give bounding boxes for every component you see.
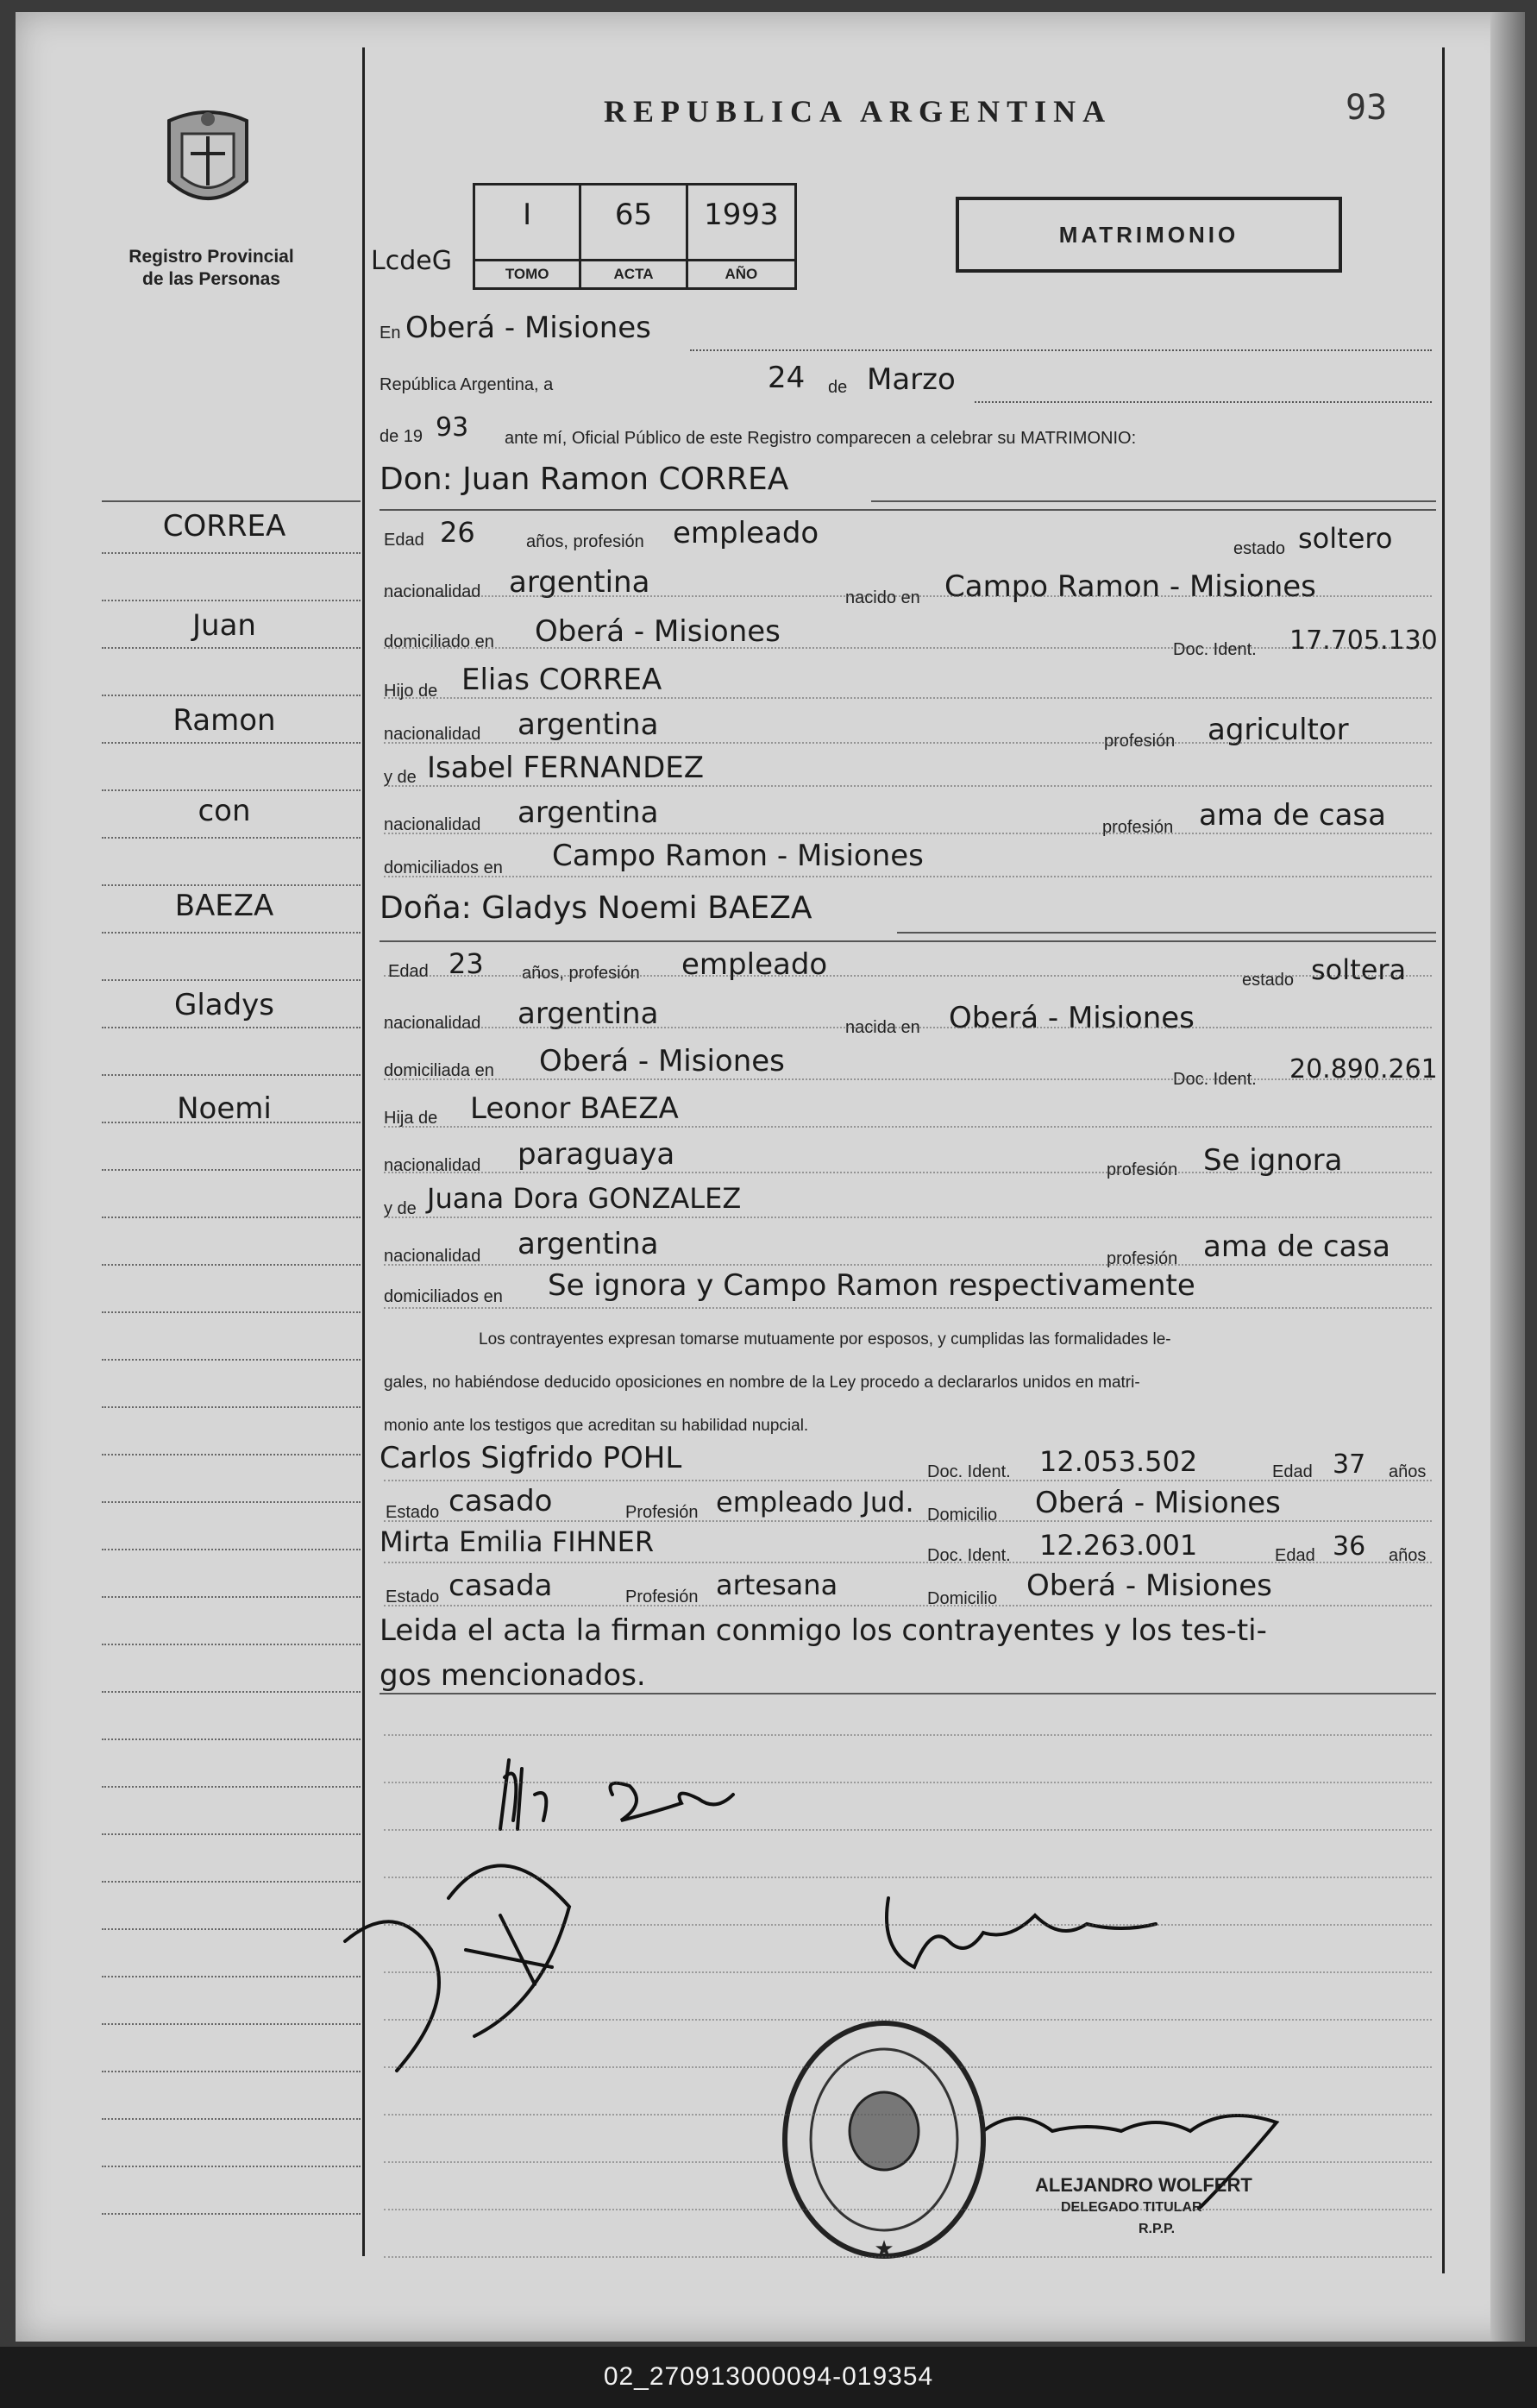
margin-ruled-line bbox=[102, 1074, 361, 1076]
blank-ruled-line bbox=[384, 2209, 1432, 2210]
nacionalidad-label: nacionalidad bbox=[384, 815, 481, 834]
margin-ruled-line bbox=[102, 789, 361, 791]
witness1-name: Carlos Sigfrido POHL bbox=[380, 1441, 682, 1475]
blank-ruled-line bbox=[384, 2161, 1432, 2163]
blank-ruled-line bbox=[384, 1782, 1432, 1783]
groom-age: 26 bbox=[440, 516, 475, 549]
margin-name: con bbox=[198, 794, 251, 828]
groom-signature bbox=[500, 1760, 546, 1829]
form-fill-line bbox=[384, 1264, 1432, 1266]
margin-ruled-line bbox=[102, 1217, 361, 1218]
margin-ruled-line bbox=[102, 932, 361, 934]
official-seal-icon bbox=[785, 2023, 983, 2261]
groom-nationality: argentina bbox=[509, 565, 650, 600]
bride-father-profession: Se ignora bbox=[1203, 1143, 1343, 1178]
registration-table bbox=[473, 183, 797, 290]
official-abbr: R.P.P. bbox=[1139, 2222, 1176, 2236]
nacido-label: nacido en bbox=[845, 588, 920, 607]
margin-name: BAEZA bbox=[174, 889, 274, 923]
bride-age: 23 bbox=[449, 947, 484, 980]
blank-ruled-line bbox=[384, 1829, 1432, 1831]
ano-value: 1993 bbox=[704, 198, 779, 232]
registry-name-line2: de las Personas bbox=[142, 269, 280, 289]
groom-father-profession: agricultor bbox=[1208, 713, 1349, 747]
bride-profession: empleado bbox=[681, 947, 828, 982]
margin-ruled-line bbox=[102, 1833, 361, 1835]
margin-ruled-line bbox=[102, 1881, 361, 1883]
profesion-label: Profesión bbox=[625, 1503, 699, 1522]
doc-label: Doc. Ident. bbox=[927, 1462, 1011, 1481]
form-fill-line bbox=[384, 975, 1432, 977]
bride-mother: Juana Dora GONZALEZ bbox=[427, 1182, 742, 1215]
closing-line1: Leida el acta la firman conmigo los contrayentes y los tes-ti- bbox=[380, 1613, 1267, 1648]
place: Oberá - Misiones bbox=[405, 311, 651, 345]
page-edge-shadow bbox=[1490, 12, 1525, 2342]
margin-name: Ramon bbox=[173, 703, 276, 738]
closing-rule bbox=[380, 1693, 1436, 1694]
anos-profesion-label: años, profesión bbox=[526, 532, 644, 551]
form-fill-line bbox=[384, 1480, 1432, 1481]
witness2-name: Mirta Emilia FIHNER bbox=[380, 1525, 655, 1558]
margin-ruled-line bbox=[102, 2166, 361, 2167]
nacionalidad-label: nacionalidad bbox=[384, 582, 481, 601]
estado-label: estado bbox=[1233, 539, 1286, 558]
footer-caption: 02_270913000094-019354 bbox=[603, 2362, 934, 2391]
form-fill-line bbox=[384, 697, 1432, 699]
bride-marital-status: soltera bbox=[1311, 953, 1407, 986]
margin-ruled-line bbox=[102, 1454, 361, 1455]
margin-ruled-line bbox=[102, 1549, 361, 1550]
margin-ruled-line bbox=[102, 1644, 361, 1645]
domiciliado-label: domiciliado en bbox=[384, 632, 494, 651]
groom-mother: Isabel FERNANDEZ bbox=[427, 751, 705, 785]
form-fill-line bbox=[384, 742, 1432, 744]
provincial-emblem-icon bbox=[160, 104, 255, 216]
margin-name: Juan bbox=[192, 608, 256, 643]
country-title: REPUBLICA ARGENTINA bbox=[604, 94, 1113, 129]
form-fill-line bbox=[384, 1307, 1432, 1309]
bride-nationality: argentina bbox=[518, 997, 659, 1031]
domicilio-label: Domicilio bbox=[927, 1506, 998, 1525]
groom-rule bbox=[380, 509, 1436, 511]
margin-ruled-line bbox=[102, 1928, 361, 1930]
declaration-line2: gales, no habiéndose deducido oposiciones en nombre de la Ley procedo a declararlos unidos en matri- bbox=[384, 1374, 1140, 1392]
groom-doc: 17.705.130 bbox=[1289, 626, 1438, 656]
nacionalidad-label: nacionalidad bbox=[384, 725, 481, 744]
groom-name: Don: Juan Ramon CORREA bbox=[380, 462, 789, 497]
margin-ruled-line bbox=[102, 2118, 361, 2120]
margin-ruled-line bbox=[102, 1976, 361, 1977]
form-fill-line bbox=[384, 1562, 1432, 1563]
form-fill-line bbox=[384, 595, 1432, 597]
form-fill-line bbox=[384, 876, 1432, 877]
nacionalidad-label: nacionalidad bbox=[384, 1014, 481, 1033]
groom-father: Elias CORREA bbox=[461, 663, 662, 697]
domiciliados-label: domiciliados en bbox=[384, 1287, 503, 1306]
witness2-domicile: Oberá - Misiones bbox=[1026, 1569, 1272, 1603]
margin-ruled-line bbox=[102, 1122, 361, 1123]
signatures-area bbox=[328, 1726, 1449, 2329]
margin-ruled-line bbox=[102, 695, 361, 696]
hija-label: Hija de bbox=[384, 1109, 438, 1128]
bride-doc: 20.890.261 bbox=[1289, 1054, 1438, 1085]
official-title: DELEGADO TITULAR bbox=[1061, 2200, 1202, 2215]
margin-ruled-line bbox=[102, 2071, 361, 2072]
groom-marital-status: soltero bbox=[1298, 522, 1393, 555]
doc-label: Doc. Ident. bbox=[927, 1546, 1011, 1565]
registry-name bbox=[104, 246, 319, 291]
intro-statement: ante mí, Oficial Público de este Registro comparecen a celebrar su MATRIMONIO: bbox=[505, 429, 1137, 448]
margin-ruled-line bbox=[102, 647, 361, 649]
form-fill-line bbox=[384, 1126, 1432, 1128]
witness1-status: casado bbox=[449, 1484, 553, 1518]
ano-cell bbox=[688, 185, 794, 287]
act-type-box bbox=[956, 197, 1342, 273]
doc-label: Doc. Ident. bbox=[1173, 1070, 1257, 1089]
margin-ruled-line bbox=[102, 1264, 361, 1266]
bride-domicile: Oberá - Misiones bbox=[539, 1044, 785, 1078]
profesion-label: profesión bbox=[1107, 1249, 1178, 1268]
margin-ruled-line bbox=[102, 1359, 361, 1361]
bride-birthplace: Oberá - Misiones bbox=[949, 1001, 1195, 1035]
profesion-label: profesión bbox=[1102, 818, 1174, 837]
groom-birthplace: Campo Ramon - Misiones bbox=[944, 569, 1316, 604]
margin-ruled-line bbox=[102, 1738, 361, 1740]
tomo-cell bbox=[475, 185, 581, 287]
margin-ruled-line bbox=[102, 1311, 361, 1313]
form-fill-line bbox=[384, 647, 1432, 649]
bride-name: Doña: Gladys Noemi BAEZA bbox=[380, 890, 812, 926]
blank-ruled-line bbox=[384, 1971, 1432, 1973]
witness1-signature bbox=[345, 1865, 569, 2071]
anos-profesion-label: años, profesión bbox=[522, 964, 640, 983]
form-fill-line bbox=[384, 1027, 1432, 1028]
year-prefix: de 19 bbox=[380, 427, 423, 446]
margin-ruled-line bbox=[102, 1691, 361, 1693]
acta-label: ACTA bbox=[581, 259, 685, 287]
bride-parents-domicile: Se ignora y Campo Ramon respectivamente bbox=[548, 1268, 1195, 1303]
closing-line2: gos mencionados. bbox=[380, 1658, 646, 1693]
groom-mother-nationality: argentina bbox=[518, 795, 659, 830]
profesion-label: profesión bbox=[1107, 1160, 1178, 1179]
acta-cell bbox=[581, 185, 687, 287]
domicilio-label: Domicilio bbox=[927, 1589, 998, 1608]
margin-ruled-line bbox=[102, 552, 361, 554]
blank-ruled-line bbox=[384, 1877, 1432, 1878]
tomo-label: TOMO bbox=[475, 259, 579, 287]
place-line bbox=[690, 349, 1432, 351]
witness2-age: 36 bbox=[1333, 1531, 1366, 1562]
margin-ruled-line bbox=[102, 979, 361, 981]
profesion-label: profesión bbox=[1104, 732, 1176, 751]
registry-code: LcdeG bbox=[371, 246, 452, 276]
estado-label: Estado bbox=[386, 1588, 440, 1606]
registry-name-line1: Registro Provincial bbox=[129, 247, 294, 267]
blank-ruled-line bbox=[384, 1924, 1432, 1926]
profesion-label: Profesión bbox=[625, 1588, 699, 1606]
edad-label: Edad bbox=[1275, 1546, 1315, 1565]
form-fill-line bbox=[384, 1605, 1432, 1606]
witness2-doc: 12.263.001 bbox=[1039, 1529, 1198, 1562]
domiciliados-label: domiciliados en bbox=[384, 858, 503, 877]
margin-top-rule bbox=[102, 500, 361, 502]
witness2-status: casada bbox=[449, 1569, 553, 1603]
form-fill-line bbox=[384, 1217, 1432, 1218]
margin-ruled-line bbox=[102, 1596, 361, 1598]
form-fill-line bbox=[384, 1078, 1432, 1080]
blank-ruled-line bbox=[384, 2256, 1432, 2258]
hijo-label: Hijo de bbox=[384, 682, 438, 701]
witness1-doc: 12.053.502 bbox=[1039, 1445, 1198, 1478]
bride-rule bbox=[380, 940, 1436, 942]
domiciliada-label: domiciliada en bbox=[384, 1061, 494, 1080]
margin-ruled-line bbox=[102, 742, 361, 744]
edad-label: Edad bbox=[388, 962, 429, 981]
margin-ruled-line bbox=[102, 837, 361, 839]
witness1-profession: empleado Jud. bbox=[716, 1486, 914, 1518]
official-name: ALEJANDRO WOLFERT bbox=[1035, 2174, 1252, 2196]
acta-value: 65 bbox=[614, 198, 653, 232]
blank-ruled-line bbox=[384, 1734, 1432, 1736]
month-line bbox=[975, 401, 1432, 403]
blank-ruled-line bbox=[384, 2019, 1432, 2021]
margin-name: Gladys bbox=[173, 988, 275, 1022]
margin-ruled-line bbox=[102, 1027, 361, 1028]
declaration-line1: Los contrayentes expresan tomarse mutuamente por esposos, y cumplidas las formalidades le- bbox=[479, 1330, 1171, 1349]
margin-ruled-line bbox=[102, 1406, 361, 1408]
margin-ruled-line bbox=[102, 600, 361, 601]
edad-label: Edad bbox=[384, 531, 424, 550]
nacionalidad-label: nacionalidad bbox=[384, 1247, 481, 1266]
margin-ruled-line bbox=[102, 1501, 361, 1503]
margin-ruled-line bbox=[102, 1786, 361, 1788]
ano-label: AÑO bbox=[688, 259, 794, 287]
form-fill-line bbox=[384, 1520, 1432, 1522]
groom-mother-profession: ama de casa bbox=[1199, 798, 1386, 833]
margin-ruled-line bbox=[102, 884, 361, 886]
groom-profession: empleado bbox=[673, 516, 819, 550]
bride-mother-profession: ama de casa bbox=[1203, 1229, 1390, 1264]
witness2-profession: artesana bbox=[716, 1569, 838, 1601]
blank-ruled-line bbox=[384, 2114, 1432, 2116]
estado-label: estado bbox=[1242, 971, 1295, 990]
margin-ruled-line bbox=[102, 2023, 361, 2025]
witness1-age: 37 bbox=[1333, 1449, 1366, 1480]
edad-label: Edad bbox=[1272, 1462, 1313, 1481]
month: Marzo bbox=[867, 362, 956, 397]
margin-name: CORREA bbox=[162, 509, 286, 544]
page-number: 93 bbox=[1346, 88, 1388, 128]
margin-name: Noemi bbox=[177, 1091, 272, 1126]
blank-ruled-line bbox=[384, 2066, 1432, 2068]
witness2-signature bbox=[887, 1898, 1156, 1967]
svg-text:★: ★ bbox=[874, 2235, 894, 2261]
year-suffix: 93 bbox=[436, 412, 469, 443]
y-de-label: y de bbox=[384, 1199, 417, 1218]
groom-name-line bbox=[871, 500, 1436, 502]
y-de-label: y de bbox=[384, 768, 417, 787]
de-label: de bbox=[828, 378, 848, 397]
day: 24 bbox=[768, 361, 806, 395]
declaration-line3: monio ante los testigos que acreditan su habilidad nupcial. bbox=[384, 1417, 809, 1435]
margin-ruled-line bbox=[102, 1169, 361, 1171]
bride-father-nationality: paraguaya bbox=[518, 1137, 675, 1172]
en-label: En bbox=[380, 324, 401, 343]
bride-signature bbox=[611, 1783, 734, 1820]
anos-label: años bbox=[1389, 1546, 1427, 1565]
nacida-label: nacida en bbox=[845, 1018, 920, 1037]
bride-name-line bbox=[897, 932, 1436, 934]
form-fill-line bbox=[384, 833, 1432, 834]
tomo-value: I bbox=[523, 198, 532, 232]
doc-label: Doc. Ident. bbox=[1173, 640, 1257, 659]
act-type-label: MATRIMONIO bbox=[1058, 221, 1239, 248]
bride-father: Leonor BAEZA bbox=[470, 1091, 679, 1126]
margin-ruled-line bbox=[102, 2213, 361, 2215]
groom-domicile: Oberá - Misiones bbox=[535, 614, 781, 649]
form-fill-line bbox=[384, 1172, 1432, 1173]
anos-label: años bbox=[1389, 1462, 1427, 1481]
groom-parents-domicile: Campo Ramon - Misiones bbox=[552, 839, 924, 873]
witness1-domicile: Oberá - Misiones bbox=[1035, 1486, 1281, 1520]
estado-label: Estado bbox=[386, 1503, 440, 1522]
groom-father-nationality: argentina bbox=[518, 707, 659, 742]
republica-label: República Argentina, a bbox=[380, 375, 554, 394]
nacionalidad-label: nacionalidad bbox=[384, 1156, 481, 1175]
bride-mother-nationality: argentina bbox=[518, 1227, 659, 1261]
form-fill-line bbox=[384, 785, 1432, 787]
